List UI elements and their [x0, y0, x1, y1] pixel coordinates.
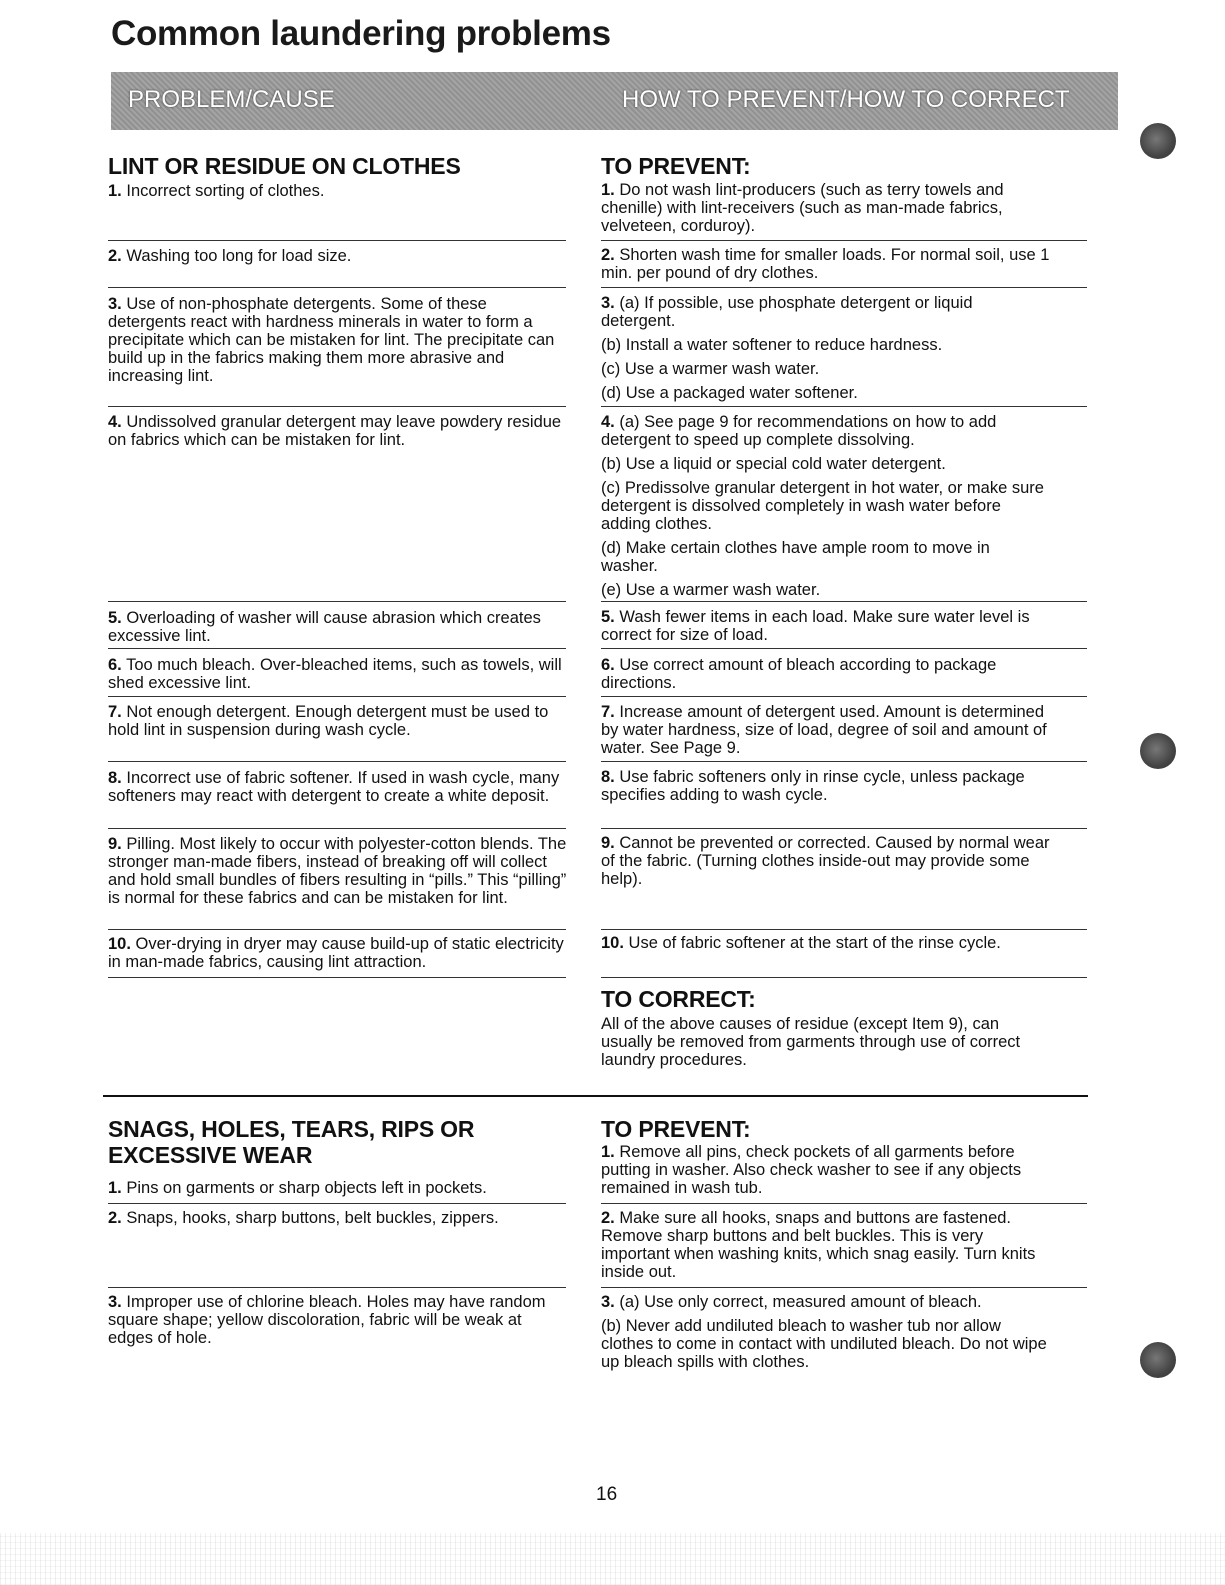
binder-hole-mark	[1140, 733, 1176, 769]
fix-item: 1. Remove all pins, check pockets of all garments before putting in washer. Also check washer to see if any objects remained in wash tub.	[601, 1143, 1022, 1197]
fix-item: 1. Do not wash lint-producers (such as terry towels and chenille) with lint-receivers (such as man-made fabrics, velveteen, corduroy).	[601, 181, 1004, 235]
fix-item: 4. (a) See page 9 for recommendations on how to add detergent to speed up complete dissolving. (b) Use a liquid or special cold water detergent. (c) Predissolve granular detergent in hot water, or make sure detergent is dissolved completely in wash water before adding clothes. (d) Make certain clothes have ample room to move in washer. (e) Use a warmer wash water.	[601, 413, 1044, 599]
prevent-heading-lint: TO PREVENT:	[601, 153, 751, 179]
fix-item: 10. Use of fabric softener at the start of the rinse cycle.	[601, 934, 1001, 952]
binder-hole-mark	[1140, 1342, 1176, 1378]
fix-item: 9. Cannot be prevented or corrected. Caused by normal wear of the fabric. (Turning clothes inside-out may provide some help).	[601, 834, 1050, 888]
cause-item: 1. Pins on garments or sharp objects left in pockets.	[108, 1179, 487, 1197]
cause-item: 9. Pilling. Most likely to occur with polyester-cotton blends. The stronger man-made fibers, instead of breaking off will collect and hold small bundles of fibers resulting in “pills.” This “pilling” is normal for these fabrics and can be mistaken for lint.	[108, 835, 567, 907]
header-prevent-correct: HOW TO PREVENT/HOW TO CORRECT	[622, 86, 1070, 113]
cause-item: 3. Improper use of chlorine bleach. Holes may have random square shape; yellow discoloration, fabric will be weak at edges of hole.	[108, 1293, 546, 1347]
cause-item: 3. Use of non-phosphate detergents. Some of these detergents react with hardness minerals in water to form a precipitate which can be mistaken for lint. The precipitate can build up in the fabrics making them more abrasive and increasing lint.	[108, 295, 555, 385]
fix-item: 3. (a) Use only correct, measured amount of bleach. (b) Never add undiluted bleach to washer tub nor allow clothes to come in contact with undiluted bleach. Do not wipe up bleach spills with clothes.	[601, 1293, 1047, 1371]
fix-item: 3. (a) If possible, use phosphate detergent or liquid detergent. (b) Install a water softener to reduce hardness. (c) Use a warmer wash water. (d) Use a packaged water softener.	[601, 294, 973, 402]
cause-item: 7. Not enough detergent. Enough detergent must be used to hold lint in suspension during wash cycle.	[108, 703, 549, 739]
fix-item: 8. Use fabric softeners only in rinse cycle, unless package specifies adding to wash cycle.	[601, 768, 1025, 804]
fix-item: 6. Use correct amount of bleach according to package directions.	[601, 656, 997, 692]
binder-hole-mark	[1140, 123, 1176, 159]
cause-item: 8. Incorrect use of fabric softener. If used in wash cycle, many softeners may react with detergent to create a white deposit.	[108, 769, 560, 805]
fix-item: 2. Make sure all hooks, snaps and buttons are fastened. Remove sharp buttons and belt buckles. This is very important when washing knits, which snag easily. Turn knits inside out.	[601, 1209, 1036, 1281]
cause-item: 2. Snaps, hooks, sharp buttons, belt buckles, zippers.	[108, 1209, 499, 1227]
cause-item: 1. Incorrect sorting of clothes.	[108, 182, 325, 200]
prevent-heading-snags: TO PREVENT:	[601, 1116, 751, 1142]
correct-heading-lint: TO CORRECT:	[601, 986, 756, 1012]
header-problem-cause: PROBLEM/CAUSE	[128, 86, 335, 113]
cause-item: 6. Too much bleach. Over-bleached items, such as towels, will shed excessive lint.	[108, 656, 562, 692]
cause-item: 10. Over-drying in dryer may cause build-up of static electricity in man-made fabrics, causing lint attraction.	[108, 935, 564, 971]
page-number: 16	[596, 1484, 618, 1505]
fix-item: 7. Increase amount of detergent used. Amount is determined by water hardness, size of load, degree of soil and amount of water. See Page 9.	[601, 703, 1047, 757]
fix-item: 2. Shorten wash time for smaller loads. For normal soil, use 1 min. per pound of dry clothes.	[601, 246, 1050, 282]
section-heading-lint: LINT OR RESIDUE ON CLOTHES	[108, 153, 461, 179]
scan-edge-strip	[0, 1533, 1225, 1585]
cause-item: 5. Overloading of washer will cause abrasion which creates excessive lint.	[108, 609, 541, 645]
correct-text: All of the above causes of residue (except Item 9), can usually be removed from garments through use of correct laundry procedures.	[601, 1015, 1021, 1069]
page-title: Common laundering problems	[111, 14, 611, 53]
section-heading-snags: SNAGS, HOLES, TEARS, RIPS OR EXCESSIVE WEAR	[108, 1116, 475, 1168]
table-header-bar	[111, 72, 1118, 130]
fix-item: 5. Wash fewer items in each load. Make sure water level is correct for size of load.	[601, 608, 1030, 644]
cause-item: 2. Washing too long for load size.	[108, 247, 352, 265]
cause-item: 4. Undissolved granular detergent may leave powdery residue on fabrics which can be mistaken for lint.	[108, 413, 562, 449]
